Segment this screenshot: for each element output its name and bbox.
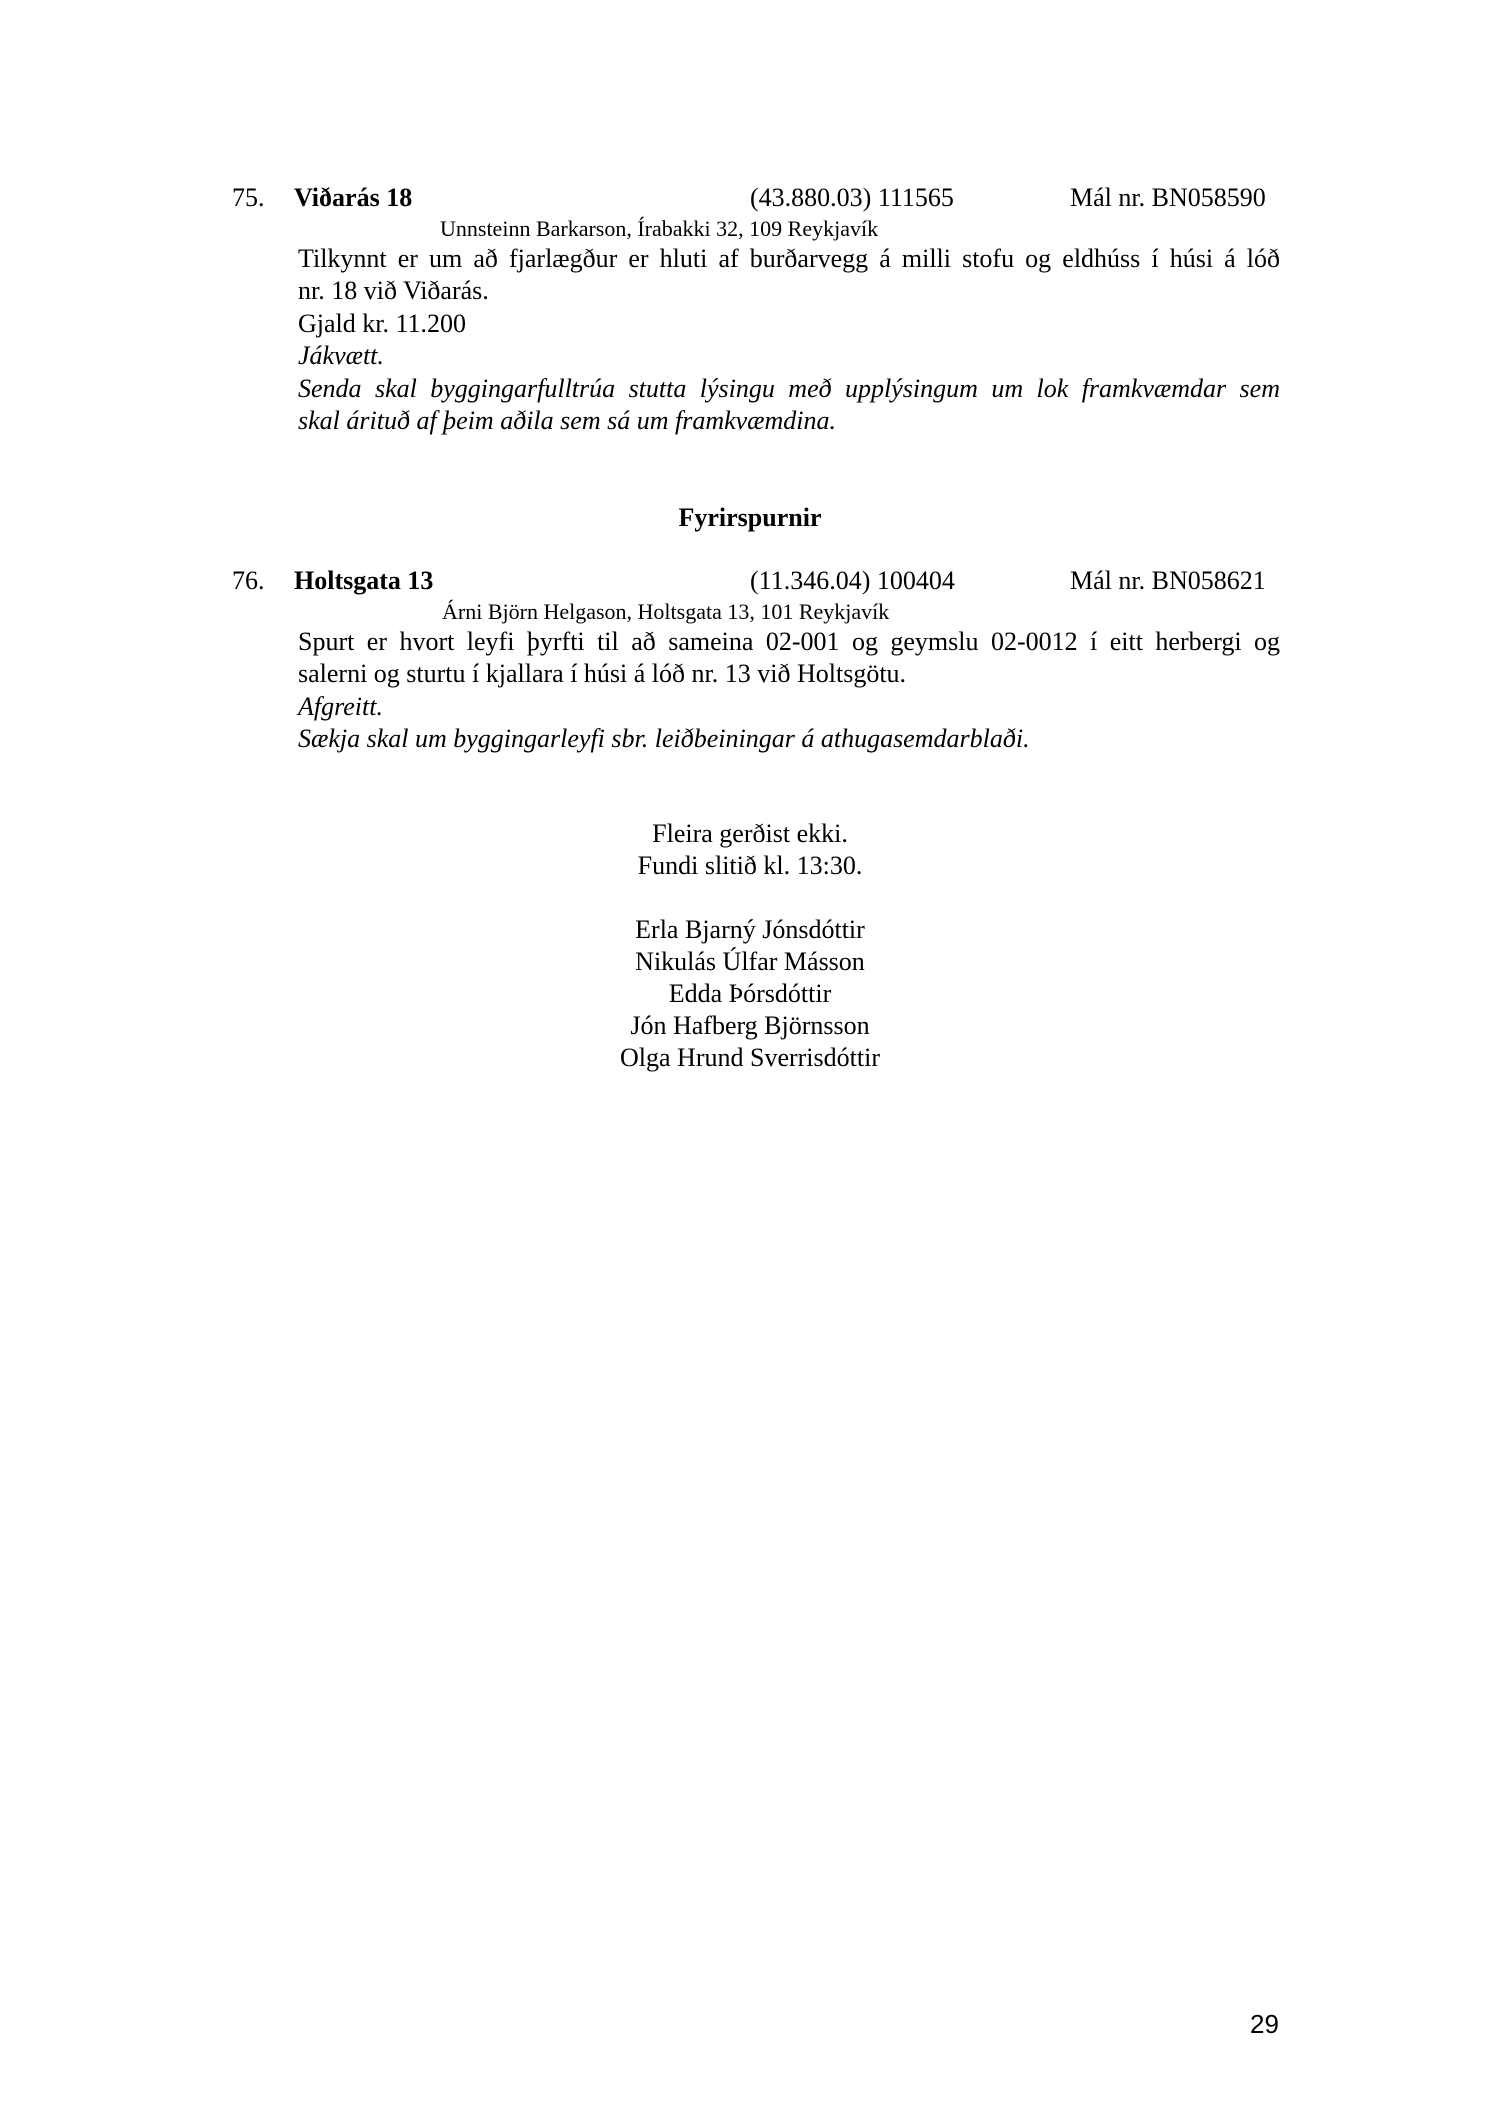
item-lot-ref: (43.880.03) 111565 xyxy=(750,183,954,212)
item-applicant: Unnsteinn Barkarson, Írabakki 32, 109 Reykjavík xyxy=(440,216,879,241)
signatory-name: Edda Þórsdóttir xyxy=(668,979,832,1008)
item-description-line: Spurt er hvort leyfi þyrfti til að sameina 02-001 og geymslu 02-0012 í eitt herbergi og xyxy=(298,627,1280,656)
item-lot-ref: (11.346.04) 100404 xyxy=(750,566,955,595)
item-applicant: Árni Björn Helgason, Holtsgata 13, 101 Reykjavík xyxy=(442,599,890,624)
item-address: Viðarás 18 xyxy=(294,183,413,212)
item-number: 75. xyxy=(232,183,265,212)
signatory-name: Jón Hafberg Björnsson xyxy=(630,1011,870,1040)
closing-line: Fundi slitið kl. 13:30. xyxy=(637,851,863,880)
closing-line: Fleira gerðist ekki. xyxy=(652,819,848,848)
item-decision: Jákvætt. xyxy=(298,341,384,370)
item-case-no: Mál nr. BN058590 xyxy=(1070,183,1266,212)
item-note-line: Sækja skal um byggingarleyfi sbr. leiðbeiningar á athugasemdarblaði. xyxy=(298,724,1030,753)
signatory-name: Erla Bjarný Jónsdóttir xyxy=(635,915,865,944)
item-case-no: Mál nr. BN058621 xyxy=(1070,566,1266,595)
item-number: 76. xyxy=(232,566,265,595)
section-heading: Fyrirspurnir xyxy=(678,503,822,532)
item-description-line: Tilkynnt er um að fjarlægður er hluti af burðarvegg á milli stofu og eldhúss í húsi á lóð xyxy=(298,244,1280,273)
item-description-line: salerni og sturtu í kjallara í húsi á lóð nr. 13 við Holtsgötu. xyxy=(298,659,907,688)
signatory-name: Olga Hrund Sverrisdóttir xyxy=(620,1043,880,1072)
item-note-line: Senda skal byggingarfulltrúa stutta lýsingu með upplýsingum um lok framkvæmdar sem xyxy=(298,374,1280,403)
item-fee: Gjald kr. 11.200 xyxy=(298,309,467,338)
item-address: Holtsgata 13 xyxy=(294,566,434,595)
item-note-line: skal árituð af þeim aðila sem sá um framkvæmdina. xyxy=(298,406,837,435)
item-description-line: nr. 18 við Viðarás. xyxy=(298,276,489,305)
signatory-name: Nikulás Úlfar Másson xyxy=(635,947,865,976)
item-decision: Afgreitt. xyxy=(298,692,383,721)
page-number: 29 xyxy=(1250,2009,1279,2039)
